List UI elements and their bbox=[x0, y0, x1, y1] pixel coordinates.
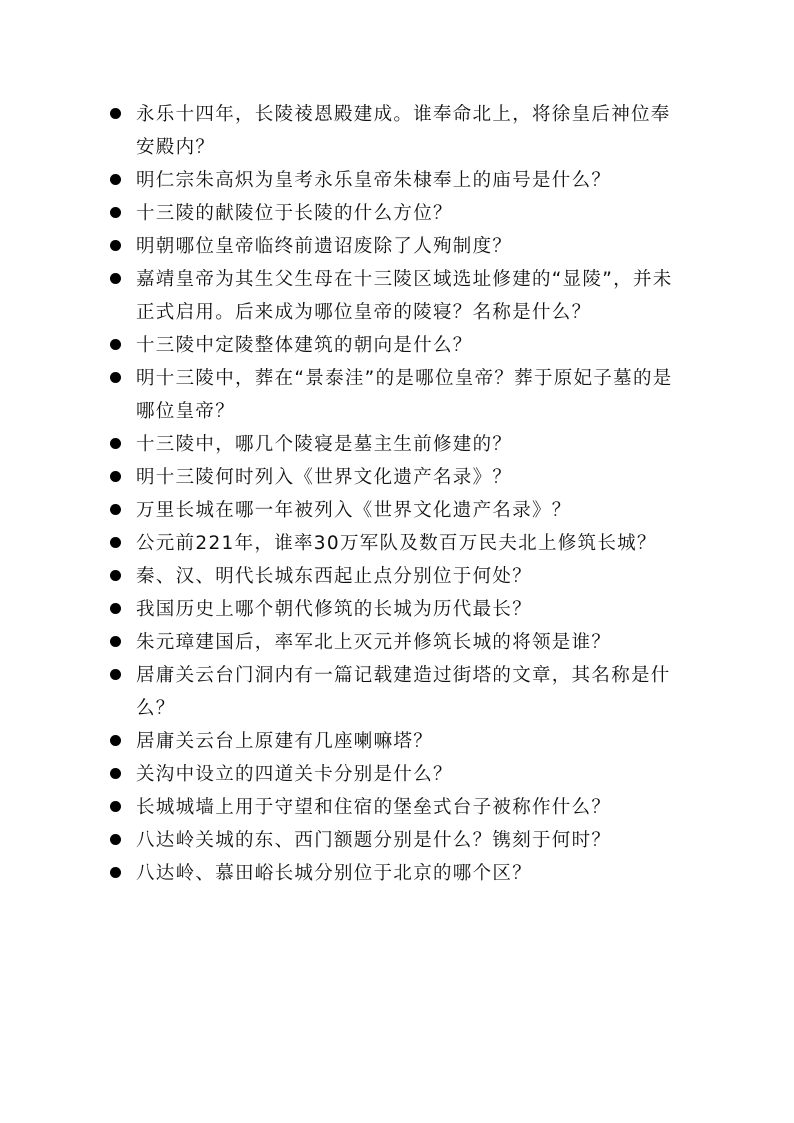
question-text: 关沟中设立的四道关卡分别是什么？ bbox=[136, 764, 453, 785]
bullet-icon bbox=[110, 570, 121, 581]
list-item bbox=[108, 494, 678, 527]
bullet-icon bbox=[110, 273, 121, 284]
question-text: 十三陵中，哪几个陵寝是墓主生前修建的？ bbox=[136, 434, 513, 455]
bullet-icon bbox=[110, 240, 121, 251]
question-text: 秦、汉、明代长城东西起止点分别位于何处？ bbox=[136, 566, 533, 587]
bullet-icon bbox=[110, 801, 121, 812]
bullet-icon bbox=[110, 603, 121, 614]
list-item bbox=[108, 428, 678, 461]
question-text: 明仁宗朱高炽为皇考永乐皇帝朱棣奉上的庙号是什么？ bbox=[136, 170, 612, 191]
bullet-icon bbox=[110, 372, 121, 383]
list-item bbox=[108, 263, 678, 329]
question-text: 朱元璋建国后，率军北上灭元并修筑长城的将领是谁？ bbox=[136, 632, 612, 653]
list-item bbox=[108, 626, 678, 659]
question-text: 明十三陵何时列入《世界文化遗产名录》？ bbox=[136, 467, 513, 488]
question-text: 居庸关云台门洞内有一篇记载建造过街塔的文章，其名称是什么？ bbox=[136, 665, 671, 719]
list-item bbox=[108, 725, 678, 758]
bullet-icon bbox=[110, 471, 121, 482]
question-text: 长城城墙上用于守望和住宿的堡垒式台子被称作什么？ bbox=[136, 797, 612, 818]
bullet-icon bbox=[110, 108, 121, 119]
list-item bbox=[108, 560, 678, 593]
bullet-icon bbox=[110, 669, 121, 680]
bullet-icon bbox=[110, 174, 121, 185]
list-item bbox=[108, 230, 678, 263]
question-list bbox=[108, 98, 678, 890]
bullet-icon bbox=[110, 636, 121, 647]
list-item bbox=[108, 461, 678, 494]
list-item bbox=[108, 527, 678, 560]
bullet-icon bbox=[110, 504, 121, 515]
question-text: 八达岭关城的东、西门额题分别是什么？镌刻于何时？ bbox=[136, 830, 612, 851]
bullet-icon bbox=[110, 867, 121, 878]
list-item bbox=[108, 98, 678, 164]
question-text: 永乐十四年，长陵祾恩殿建成。谁奉命北上，将徐皇后神位奉安殿内？ bbox=[136, 104, 671, 158]
bullet-icon bbox=[110, 735, 121, 746]
list-item bbox=[108, 824, 678, 857]
question-text: 万里长城在哪一年被列入《世界文化遗产名录》？ bbox=[136, 500, 572, 521]
bullet-icon bbox=[110, 537, 121, 548]
question-text: 居庸关云台上原建有几座喇嘛塔？ bbox=[136, 731, 434, 752]
list-item bbox=[108, 791, 678, 824]
bullet-icon bbox=[110, 834, 121, 845]
list-item bbox=[108, 857, 678, 890]
bullet-icon bbox=[110, 768, 121, 779]
question-text: 明朝哪位皇帝临终前遗诏废除了人殉制度？ bbox=[136, 236, 513, 257]
question-text: 十三陵中定陵整体建筑的朝向是什么？ bbox=[136, 335, 473, 356]
list-item bbox=[108, 362, 678, 428]
question-text: 十三陵的献陵位于长陵的什么方位？ bbox=[136, 203, 453, 224]
bullet-icon bbox=[110, 339, 121, 350]
list-item bbox=[108, 329, 678, 362]
question-text: 我国历史上哪个朝代修筑的长城为历代最长？ bbox=[136, 599, 533, 620]
bullet-icon bbox=[110, 207, 121, 218]
list-item bbox=[108, 659, 678, 725]
question-text: 八达岭、慕田峪长城分别位于北京的哪个区？ bbox=[136, 863, 533, 884]
list-item bbox=[108, 758, 678, 791]
bullet-icon bbox=[110, 438, 121, 449]
question-text: 明十三陵中，葬在“景泰洼”的是哪位皇帝？葬于原妃子墓的是哪位皇帝？ bbox=[136, 368, 673, 422]
question-text: 嘉靖皇帝为其生父生母在十三陵区域选址修建的“显陵”，并未正式启用。后来成为哪位皇帝的陵寝？名称是什么？ bbox=[136, 269, 673, 323]
list-item bbox=[108, 197, 678, 230]
question-text: 公元前221年，谁率30万军队及数百万民夫北上修筑长城？ bbox=[136, 533, 657, 554]
list-item bbox=[108, 593, 678, 626]
list-item bbox=[108, 164, 678, 197]
